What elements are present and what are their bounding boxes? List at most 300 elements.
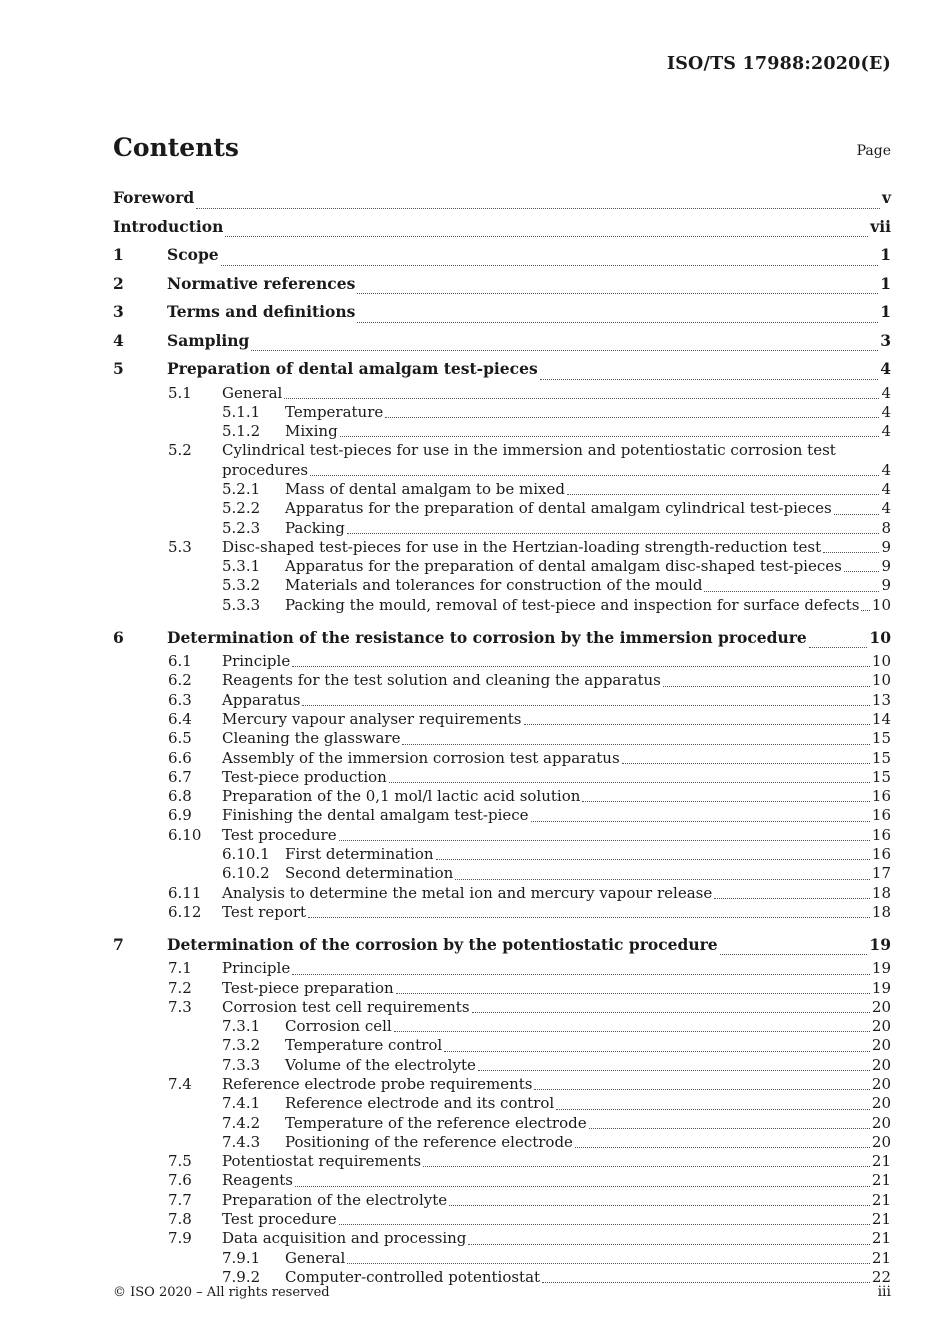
toc-entry-body (113, 213, 891, 242)
toc-entry-body (285, 1017, 891, 1036)
toc-leader-dots (834, 513, 880, 515)
toc-entry-number: 6.7 (168, 767, 192, 786)
toc-entry[interactable] (113, 441, 891, 460)
toc-leader-dots (251, 349, 878, 351)
toc-entry-page: 15 (871, 748, 891, 767)
toc-entry-page: 1 (880, 273, 891, 293)
toc-entry-number: 7.6 (168, 1171, 192, 1190)
toc-entry-body (167, 355, 891, 384)
toc-leader-dots (589, 1127, 870, 1129)
toc-entry-number: 5.1.2 (222, 422, 261, 441)
toc-entry-page: 20 (871, 1017, 891, 1036)
toc-entry-title: Preparation of dental amalgam test-pieces (167, 359, 538, 378)
toc-leader-dots (704, 590, 879, 592)
toc-entry-number: 5.1.1 (222, 402, 261, 421)
toc-entry-number: 6.8 (168, 787, 192, 806)
toc-entry-number: 5.3.1 (222, 557, 261, 576)
toc-entry-page: 9 (881, 557, 891, 576)
toc-entry[interactable] (113, 538, 891, 557)
toc-entry[interactable] (113, 327, 891, 356)
toc-entry-body (285, 1249, 891, 1268)
toc-entry-title: Sampling (167, 330, 250, 350)
toc-leader-dots (714, 897, 870, 899)
toc-entry-page: 4 (881, 422, 891, 441)
toc-entry[interactable] (113, 1171, 891, 1190)
toc-entry-title: First determination (285, 845, 434, 864)
toc-entry-body (222, 903, 891, 922)
toc-entry[interactable] (113, 1056, 891, 1075)
toc-entry-page: 21 (871, 1248, 891, 1267)
toc-leader-dots (295, 1185, 870, 1187)
toc-entry-body (222, 806, 891, 825)
toc-entry-number: 5.2.2 (222, 499, 261, 518)
toc-entry[interactable] (113, 596, 891, 615)
toc-entry-page: 15 (871, 767, 891, 786)
toc-entry-number: 7.9 (168, 1229, 192, 1248)
toc-leader-dots (357, 321, 878, 323)
toc-leader-dots (423, 1165, 870, 1167)
toc-entry-body (285, 845, 891, 864)
toc-entry-page: 20 (871, 1055, 891, 1074)
toc-leader-dots (556, 1108, 870, 1110)
toc-entry-title: Apparatus for the preparation of dental amalgam cylindrical test-pieces (285, 499, 832, 518)
toc-entry-title: Mercury vapour analyser requirements (222, 709, 522, 728)
toc-entry[interactable] (113, 652, 891, 671)
toc-entry[interactable] (113, 691, 891, 710)
toc-entry-page: 16 (871, 825, 891, 844)
toc-entry-body (167, 624, 891, 653)
toc-entry-title: Analysis to determine the metal ion and mercury vapour release (222, 883, 713, 902)
toc-entry-number: 7.4.3 (222, 1132, 261, 1151)
toc-entry-number: 5.2 (168, 441, 192, 460)
toc-entry-number: 7.8 (168, 1210, 192, 1229)
toc-entry-title: Preparation of the 0,1 mol/l lactic acid solution (222, 787, 581, 806)
toc-entry-page: 1 (880, 302, 891, 321)
toc-leader-dots (385, 416, 879, 418)
toc-entry-number: 7.1 (168, 959, 192, 978)
toc-entry-page: 10 (871, 652, 891, 671)
toc-leader-dots (196, 207, 880, 209)
toc-entry-title: Reference electrode and its control (285, 1094, 555, 1113)
toc-entry-body (113, 184, 891, 213)
toc-leader-dots (396, 992, 870, 994)
toc-entry-body (222, 1229, 891, 1248)
toc-leader-dots (540, 378, 879, 380)
toc-entry-title: Corrosion cell (285, 1017, 392, 1036)
toc-entry[interactable] (113, 749, 891, 768)
toc-leader-dots (622, 762, 870, 764)
toc-entry-page: 4 (880, 359, 891, 378)
toc-entry-page: 19 (871, 978, 891, 997)
toc-entry[interactable] (113, 384, 891, 403)
toc-entry-number: 7 (113, 934, 124, 954)
toc-entry-page: v (881, 188, 891, 207)
toc-entry-page: 20 (871, 1075, 891, 1093)
toc-entry-number: 6.10 (168, 825, 202, 844)
toc-entry-page: 8 (881, 518, 891, 537)
toc-entry-title: Temperature (285, 402, 384, 421)
toc-entry-title: Disc-shaped test-pieces for use in the Hertzian-loading strength-reduction test (222, 537, 822, 556)
toc-entry-page: 21 (871, 1171, 891, 1190)
toc-entry[interactable] (113, 461, 891, 480)
toc-entry[interactable] (113, 1210, 891, 1229)
toc-entry[interactable] (113, 403, 891, 422)
toc-entry-body (285, 1268, 891, 1287)
toc-entry-number: 5.3 (168, 537, 192, 556)
footer-copyright: © ISO 2020 – All rights reserved (113, 1285, 330, 1300)
toc-leader-dots (472, 1011, 870, 1013)
toc-entry-title: Volume of the electrolyte (285, 1055, 476, 1074)
toc-entry[interactable] (113, 903, 891, 922)
toc-entry-title: Assembly of the immersion corrosion test apparatus (222, 748, 620, 767)
toc-entry-number: 5.1 (168, 383, 192, 402)
toc-entry[interactable] (113, 998, 891, 1017)
toc-entry-title: Cleaning the glassware (222, 729, 401, 748)
toc-entry-page: 19 (869, 934, 891, 954)
toc-entry-body (167, 298, 891, 327)
toc-entry-title: Scope (167, 245, 219, 264)
toc-leader-dots (225, 235, 868, 237)
toc-entry[interactable] (113, 864, 891, 883)
toc-leader-dots (567, 493, 879, 495)
toc-entry-body (222, 1191, 891, 1210)
table-of-contents (113, 184, 891, 1287)
toc-entry-number: 7.4.1 (222, 1094, 261, 1113)
toc-entry-body (285, 864, 891, 883)
toc-leader-dots (292, 973, 870, 975)
toc-entry-body (222, 691, 891, 710)
toc-entry-body (222, 998, 891, 1017)
toc-entry[interactable] (113, 959, 891, 978)
toc-entry-body (285, 1094, 891, 1113)
toc-entry[interactable] (113, 1075, 891, 1094)
toc-leader-dots (357, 292, 878, 294)
toc-entry-number: 6.9 (168, 806, 192, 825)
toc-entry-title: General (222, 383, 283, 402)
toc-entry-body (167, 931, 891, 960)
toc-entry-number: 6.11 (168, 883, 202, 902)
toc-entry[interactable] (113, 576, 891, 595)
toc-entry-number: 7.3.2 (222, 1036, 261, 1055)
toc-leader-dots (524, 723, 870, 725)
toc-entry-title: Mass of dental amalgam to be mixed (285, 479, 565, 498)
toc-entry-title: Apparatus (222, 690, 301, 709)
toc-entry[interactable] (113, 1133, 891, 1152)
toc-leader-dots (444, 1050, 870, 1052)
toc-entry-page: 21 (871, 1190, 891, 1209)
toc-entry-body (285, 499, 891, 518)
toc-entry-title: Second determination (285, 864, 454, 883)
toc-entry-title: Reagents for the test solution and cleaning the apparatus (222, 671, 661, 690)
toc-leader-dots (478, 1069, 870, 1071)
toc-entry-page: 1 (880, 245, 891, 264)
toc-leader-dots (389, 781, 870, 783)
toc-entry-page: 9 (881, 537, 891, 556)
toc-entry[interactable] (113, 184, 891, 213)
toc-entry[interactable] (113, 1249, 891, 1268)
toc-entry-page: 13 (871, 690, 891, 709)
toc-entry-title: Terms and definitions (167, 302, 356, 321)
toc-entry-page: 10 (869, 627, 891, 647)
toc-entry-number: 7.4.2 (222, 1113, 261, 1132)
toc-entry[interactable] (113, 1114, 891, 1133)
toc-entry-page: 20 (871, 1113, 891, 1132)
toc-entry-number: 7.3.1 (222, 1017, 261, 1036)
toc-entry-body (222, 826, 891, 845)
toc-leader-dots (542, 1281, 870, 1283)
toc-entry-page: 14 (871, 709, 891, 728)
toc-entry[interactable] (113, 826, 891, 845)
toc-entry[interactable] (113, 710, 891, 729)
toc-entry-page: 16 (871, 806, 891, 825)
toc-entry-title: Apparatus for the preparation of dental amalgam disc-shaped test-pieces (285, 557, 842, 576)
toc-entry-number: 7.3.3 (222, 1055, 261, 1074)
toc-entry-number: 2 (113, 273, 124, 293)
toc-entry[interactable] (113, 671, 891, 690)
toc-entry-body (222, 729, 891, 748)
toc-entry-title: Test report (222, 902, 307, 921)
toc-entry-page: 4 (881, 499, 891, 518)
toc-entry-page: 21 (871, 1229, 891, 1248)
toc-entry-number: 6.4 (168, 709, 192, 728)
toc-entry-body (222, 538, 891, 557)
toc-entry[interactable] (113, 729, 891, 748)
toc-entry-number: 6.6 (168, 748, 192, 767)
toc-entry-body (222, 1171, 891, 1190)
toc-entry-body (222, 710, 891, 729)
toc-entry-number: 7.9.1 (222, 1248, 261, 1267)
toc-entry-body (285, 519, 891, 538)
contents-title: Contents (113, 133, 240, 162)
toc-entry-body (222, 652, 891, 671)
toc-leader-dots (310, 474, 879, 476)
toc-entry-number: 6.2 (168, 671, 192, 690)
toc-entry-title: Reference electrode probe requirements (222, 1075, 533, 1093)
toc-leader-dots (347, 1262, 870, 1264)
toc-entry-number: 7.2 (168, 978, 192, 997)
footer-page-number: iii (877, 1284, 891, 1300)
toc-entry-body (285, 576, 891, 595)
toc-entry-number: 7.3 (168, 997, 192, 1016)
toc-entry-title: Data acquisition and processing (222, 1229, 467, 1248)
toc-entry-number: 1 (113, 245, 124, 264)
toc-entry-page: 18 (871, 883, 891, 902)
toc-entry-page: vii (870, 216, 891, 236)
toc-entry-page: 18 (871, 902, 891, 921)
toc-entry[interactable] (113, 298, 891, 327)
toc-entry-title: Determination of the corrosion by the potentiostatic procedure (167, 934, 718, 954)
toc-entry-page: 19 (871, 959, 891, 978)
toc-entry-number: 7.4 (168, 1075, 192, 1093)
toc-entry[interactable] (113, 499, 891, 518)
toc-entry-body (285, 1056, 891, 1075)
toc-entry-page: 3 (880, 330, 891, 350)
toc-entry-page: 20 (871, 997, 891, 1016)
toc-entry-number: 6.1 (168, 652, 192, 671)
document-id: ISO/TS 17988:2020(E) (666, 54, 891, 74)
toc-entry-title: Finishing the dental amalgam test-piece (222, 806, 529, 825)
toc-entry[interactable] (113, 1036, 891, 1055)
toc-leader-dots (823, 551, 879, 553)
toc-entry-body (222, 1210, 891, 1229)
toc-entry-number: 6 (113, 627, 124, 647)
toc-leader-dots (809, 646, 868, 648)
toc-leader-dots (347, 532, 880, 534)
toc-entry-body (285, 480, 891, 499)
toc-entry-page: 21 (871, 1152, 891, 1171)
toc-entry-title: Test procedure (222, 825, 337, 844)
toc-entry-title: Temperature of the reference electrode (285, 1113, 587, 1132)
toc-leader-dots (292, 665, 870, 667)
page-column-label: Page (856, 143, 891, 159)
toc-entry[interactable] (113, 979, 891, 998)
toc-entry-number: 5 (113, 359, 124, 378)
toc-leader-dots (221, 264, 879, 266)
toc-entry-title: General (285, 1248, 346, 1267)
toc-entry[interactable] (113, 806, 891, 825)
toc-entry-title: Test procedure (222, 1210, 337, 1229)
toc-entry-title: Foreword (113, 188, 195, 207)
toc-entry-number: 6.10.2 (222, 864, 270, 883)
toc-entry-page: 21 (871, 1210, 891, 1229)
toc-leader-dots (455, 878, 870, 880)
toc-entry[interactable] (113, 884, 891, 903)
toc-entry-number: 6.12 (168, 902, 202, 921)
toc-entry-body (222, 979, 891, 998)
toc-leader-dots (720, 953, 868, 955)
toc-entry-page: 16 (871, 787, 891, 806)
toc-entry-body (222, 1075, 891, 1094)
toc-leader-dots (531, 820, 870, 822)
toc-entry-page: 16 (871, 845, 891, 864)
toc-entry-body (285, 403, 891, 422)
toc-entry-number: 3 (113, 302, 124, 321)
toc-entry-title: Mixing (285, 422, 338, 441)
toc-entry[interactable] (113, 845, 891, 864)
toc-leader-dots (284, 397, 879, 399)
toc-entry-body (285, 557, 891, 576)
toc-leader-dots (302, 704, 869, 706)
toc-entry-title: Principle (222, 652, 291, 671)
toc-leader-dots (402, 743, 869, 745)
toc-entry[interactable] (113, 519, 891, 538)
toc-entry-number: 6.3 (168, 690, 192, 709)
toc-entry-title: Reagents (222, 1171, 293, 1190)
toc-entry-body (167, 270, 891, 299)
toc-entry[interactable] (113, 1094, 891, 1113)
toc-leader-dots (844, 570, 880, 572)
toc-entry-number: 5.2.1 (222, 479, 261, 498)
toc-leader-dots (340, 435, 880, 437)
toc-leader-dots (436, 858, 870, 860)
toc-entry-page: 4 (881, 383, 891, 402)
toc-entry-page: 9 (881, 576, 891, 595)
toc-entry-body (222, 671, 891, 690)
toc-entry[interactable] (113, 270, 891, 299)
toc-entry-number: 6.10.1 (222, 845, 270, 864)
toc-entry-title: Materials and tolerances for construction of the mould (285, 576, 703, 595)
toc-entry[interactable] (113, 213, 891, 242)
toc-entry-title: Determination of the resistance to corrosion by the immersion procedure (167, 627, 807, 647)
toc-entry-body (167, 327, 891, 356)
toc-entry-body (222, 384, 891, 403)
toc-entry-title: Preparation of the electrolyte (222, 1190, 448, 1209)
toc-entry[interactable] (113, 768, 891, 787)
toc-entry[interactable] (113, 931, 891, 960)
toc-entry-title: Principle (222, 959, 291, 978)
toc-entry-number: 7.7 (168, 1190, 192, 1209)
toc-entry-number: 7.9.2 (222, 1267, 261, 1286)
toc-entry[interactable] (113, 355, 891, 384)
toc-leader-dots (468, 1243, 870, 1245)
toc-entry-page: 4 (881, 460, 891, 479)
toc-entry-page: 20 (871, 1132, 891, 1151)
toc-entry-body (222, 959, 891, 978)
toc-entry-page: 17 (871, 864, 891, 883)
toc-leader-dots (339, 1223, 870, 1225)
toc-entry[interactable] (113, 1191, 891, 1210)
toc-entry-page: 10 (871, 671, 891, 690)
toc-entry-number: 6.5 (168, 729, 192, 748)
toc-entry-number: 7.5 (168, 1152, 192, 1171)
toc-entry-title: Positioning of the reference electrode (285, 1132, 573, 1151)
toc-entry-page: 15 (871, 729, 891, 748)
toc-entry-title: Computer-controlled potentiostat (285, 1267, 541, 1286)
toc-entry-number: 5.3.3 (222, 595, 261, 614)
toc-entry-body (222, 787, 891, 806)
toc-entry-body (222, 884, 891, 903)
toc-entry-number: 5.3.2 (222, 576, 261, 595)
toc-entry[interactable] (113, 241, 891, 270)
toc-entry-title: Corrosion test cell requirements (222, 997, 470, 1016)
toc-entry-page: 20 (871, 1094, 891, 1113)
toc-entry-title: Cylindrical test-pieces for use in the immersion and potentiostatic corrosion test (222, 441, 836, 460)
toc-entry-title: Normative references (167, 273, 356, 293)
toc-entry-body (222, 461, 891, 480)
toc-leader-dots (449, 1204, 870, 1206)
toc-entry-body (222, 441, 891, 460)
toc-entry[interactable] (113, 624, 891, 653)
toc-entry-page: 10 (871, 595, 891, 614)
toc-entry-title: Test-piece production (222, 767, 387, 786)
toc-entry[interactable] (113, 422, 891, 441)
toc-entry-body (285, 1036, 891, 1055)
toc-entry-title: Packing (285, 518, 345, 537)
toc-entry[interactable] (113, 1229, 891, 1248)
toc-leader-dots (663, 685, 870, 687)
toc-entry[interactable] (113, 787, 891, 806)
toc-leader-dots (308, 916, 870, 918)
toc-entry-title: Introduction (113, 216, 224, 236)
toc-entry-body (222, 1152, 891, 1171)
toc-entry-title: procedures (222, 460, 309, 479)
toc-entry[interactable] (113, 557, 891, 576)
toc-entry-number: 4 (113, 330, 124, 350)
toc-entry-title: Packing the mould, removal of test-piece and inspection for surface defects (285, 595, 860, 614)
toc-leader-dots (339, 839, 870, 841)
toc-entry-body (222, 768, 891, 787)
toc-leader-dots (575, 1146, 870, 1148)
toc-entry-body (285, 1133, 891, 1152)
toc-entry[interactable] (113, 1152, 891, 1171)
toc-entry-body (222, 749, 891, 768)
toc-entry-title: Potentiostat requirements (222, 1152, 422, 1171)
toc-entry[interactable] (113, 480, 891, 499)
toc-entry-body (285, 596, 891, 615)
toc-entry[interactable] (113, 1017, 891, 1036)
toc-entry-page: 20 (871, 1036, 891, 1055)
toc-entry-page: 4 (881, 479, 891, 498)
